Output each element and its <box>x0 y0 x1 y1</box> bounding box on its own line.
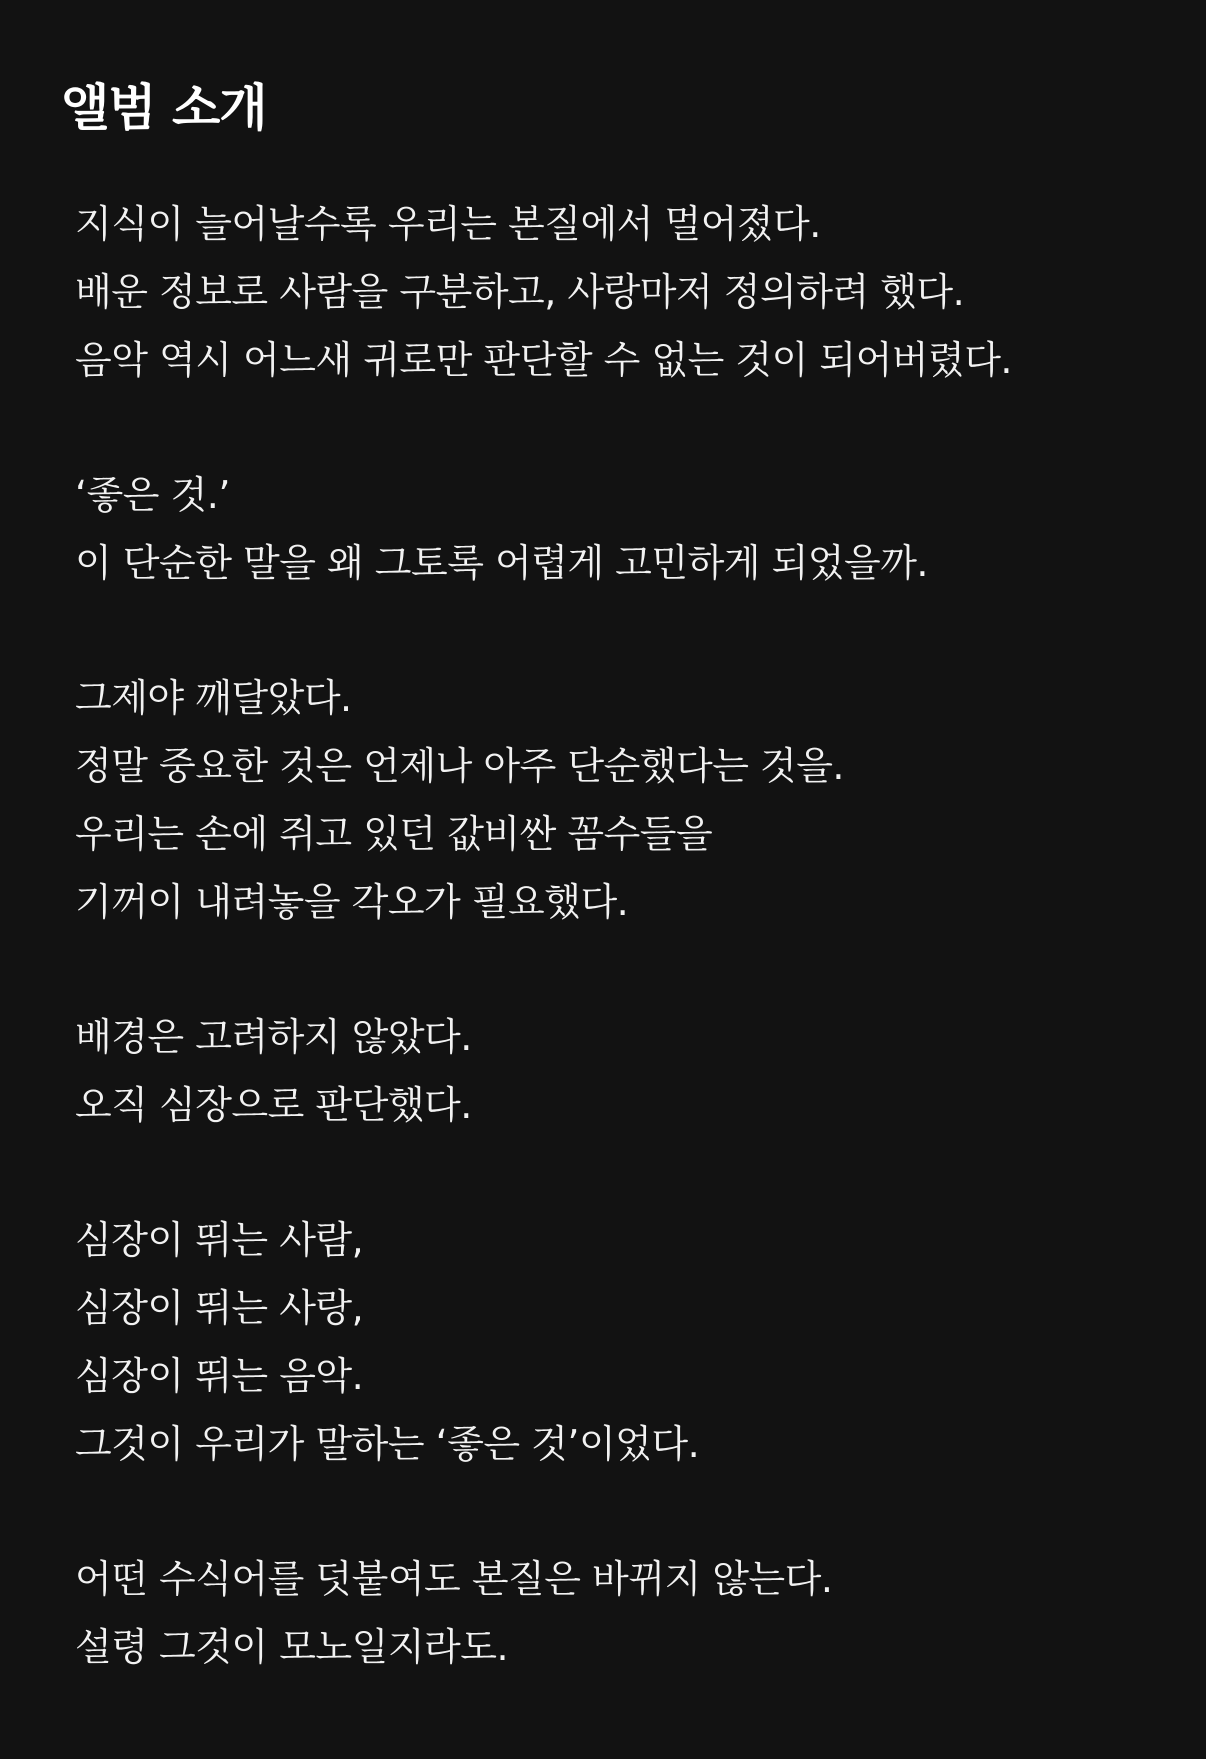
text-line: 정말 중요한 것은 언제나 아주 단순했다는 것을. <box>75 744 845 788</box>
text-line: 설령 그것이 모노일지라도. <box>75 1625 509 1669</box>
paragraph-5 <box>75 1206 1175 1478</box>
text-line: 오직 심장으로 판단했다. <box>75 1083 472 1127</box>
text-line: 그제야 깨달았다. <box>75 676 352 720</box>
paragraph-1 <box>75 190 1175 394</box>
text-line: 음악 역시 어느새 귀로만 판단할 수 없는 것이 되어버렸다. <box>75 338 1012 382</box>
text-line: ‘좋은 것.’ <box>75 473 230 517</box>
text-line: 기꺼이 내려놓을 각오가 필요했다. <box>75 880 629 924</box>
paragraph-3 <box>75 664 1175 936</box>
text-line: 배운 정보로 사람을 구분하고, 사랑마저 정의하려 했다. <box>75 270 965 314</box>
text-line: 심장이 뛰는 사랑, <box>75 1286 364 1330</box>
paragraph-6 <box>75 1545 1175 1681</box>
text-line: 지식이 늘어날수록 우리는 본질에서 멀어졌다. <box>75 202 821 246</box>
text-line: 심장이 뛰는 음악. <box>75 1354 364 1398</box>
text-line: 우리는 손에 쥐고 있던 값비싼 꼼수들을 <box>75 812 713 856</box>
text-line: 배경은 고려하지 않았다. <box>75 1015 472 1059</box>
text-line: 어떤 수식어를 덧붙여도 본질은 바뀌지 않는다. <box>75 1557 833 1601</box>
section-title: 앨범 소개 <box>61 79 267 137</box>
text-line: 그것이 우리가 말하는 ‘좋은 것’이었다. <box>75 1422 700 1466</box>
paragraph-4 <box>75 1003 1175 1139</box>
paragraph-2 <box>75 461 1175 597</box>
text-line: 이 단순한 말을 왜 그토록 어렵게 고민하게 되었을까. <box>75 541 929 585</box>
intro-body <box>75 190 1175 1748</box>
text-line: 심장이 뛰는 사람, <box>75 1218 364 1262</box>
